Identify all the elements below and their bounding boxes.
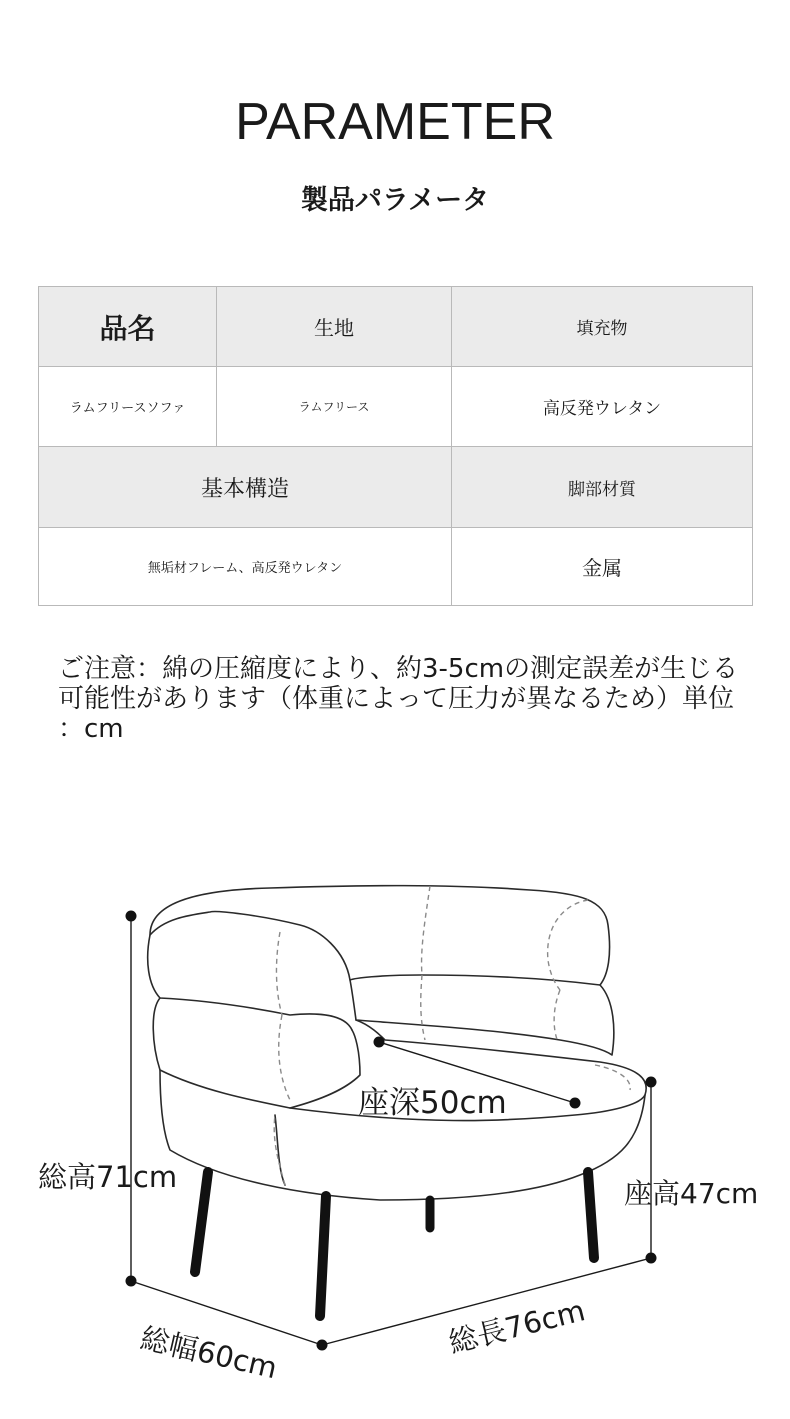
measurement-note xyxy=(58,654,768,744)
page-title: PARAMETER xyxy=(235,93,555,151)
value-structure: 無垢材フレーム、高反発ウレタン xyxy=(39,528,452,606)
value-fabric: ラムフリース xyxy=(217,367,452,447)
table-row xyxy=(39,367,753,447)
note-line-3: ：cm xyxy=(58,714,124,744)
header-structure: 基本構造 xyxy=(39,447,452,528)
seat-height-label: 座高47cm xyxy=(624,1177,759,1210)
sofa-legs xyxy=(195,1172,594,1316)
sofa-dimension-diagram xyxy=(0,860,790,1390)
table-row xyxy=(39,287,753,367)
header-filling: 填充物 xyxy=(452,287,753,367)
parameter-table xyxy=(38,286,753,606)
header-fabric: 生地 xyxy=(217,287,452,367)
note-line-1: ご注意：綿の圧縮度により、約3-5cmの測定誤差が生じる xyxy=(58,654,739,684)
page-subtitle: 製品パラメータ xyxy=(300,185,490,216)
sofa-seams xyxy=(274,886,630,1185)
header-leg-material: 脚部材質 xyxy=(452,447,753,528)
total-length-label: 総長76cm xyxy=(445,1293,589,1360)
dimension-points xyxy=(126,911,657,1351)
table-row xyxy=(39,447,753,528)
table-row xyxy=(39,528,753,606)
header-product-name: 品名 xyxy=(39,287,217,367)
dimension-lines xyxy=(131,916,651,1345)
total-height-label: 総高71cm xyxy=(38,1160,178,1194)
sofa-outline xyxy=(148,886,647,1200)
seat-depth-label: 座深50cm xyxy=(358,1085,507,1121)
total-width-label: 総幅60cm xyxy=(137,1320,281,1386)
value-filling: 高反発ウレタン xyxy=(452,367,753,447)
value-leg-material: 金属 xyxy=(452,528,753,606)
note-line-2: 可能性があります（体重によって圧力が異なるため）単位 xyxy=(58,684,735,714)
value-product-name: ラムフリースソファ xyxy=(39,367,217,447)
